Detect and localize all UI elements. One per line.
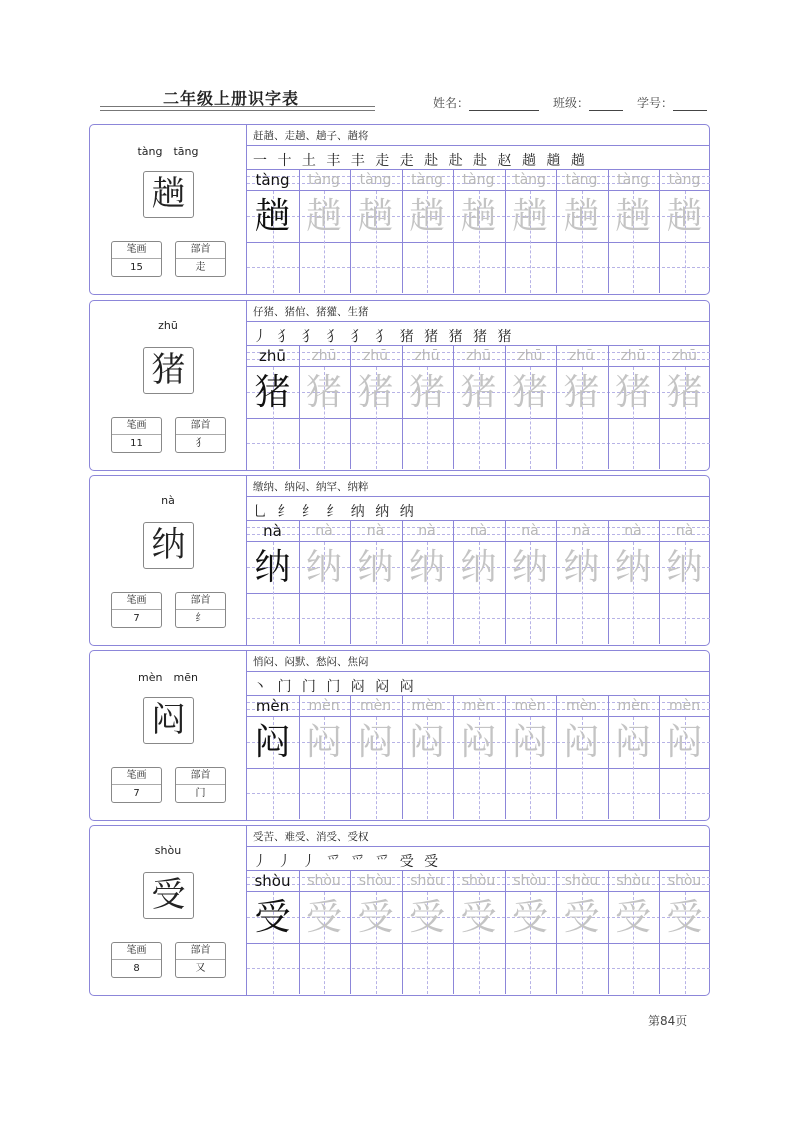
main-character: 闷 bbox=[143, 697, 194, 744]
trace-character[interactable]: 猪 bbox=[305, 372, 342, 413]
trace-character[interactable]: 受 bbox=[357, 897, 394, 938]
model-character: 纳 bbox=[254, 547, 291, 588]
radical-value: 走 bbox=[195, 262, 206, 273]
student-info bbox=[433, 94, 721, 111]
pinyin-cell: zhū bbox=[568, 348, 595, 364]
trace-character[interactable]: 猪 bbox=[357, 372, 394, 413]
pinyin-cell: mèn bbox=[514, 698, 546, 714]
pinyin-cell: shòu bbox=[564, 873, 599, 889]
model-character: 趟 bbox=[254, 196, 291, 237]
pinyin-cell: zhū bbox=[517, 348, 543, 364]
trace-character[interactable]: 受 bbox=[614, 897, 651, 938]
trace-character[interactable]: 受 bbox=[305, 897, 342, 938]
row-divider bbox=[247, 846, 710, 847]
stroke-count-value: 7 bbox=[133, 788, 140, 799]
pinyin-cell: nà bbox=[624, 523, 642, 539]
pinyin-cell: shòu bbox=[358, 873, 393, 889]
pinyin-cell: zhū bbox=[465, 348, 492, 364]
trace-character[interactable]: 趟 bbox=[614, 196, 651, 237]
model-character: 猪 bbox=[254, 372, 291, 413]
stroke-count-label: 笔画 bbox=[112, 768, 161, 785]
pinyin-cell: mèn bbox=[617, 698, 649, 714]
page-number: 第84页 bbox=[648, 1014, 688, 1028]
radical-label: 部首 bbox=[176, 242, 225, 259]
pinyin-cell: zhū bbox=[311, 348, 337, 364]
trace-character[interactable]: 趟 bbox=[563, 196, 600, 237]
trace-character[interactable]: 猪 bbox=[408, 372, 445, 413]
word-examples: 悄闷、闷默、愁闷、焦闷 bbox=[253, 656, 369, 668]
pinyin-cell: tàng bbox=[617, 172, 649, 188]
title-rule bbox=[100, 110, 375, 111]
stroke-count-value: 11 bbox=[130, 438, 143, 449]
pinyin-cell: nà bbox=[418, 523, 436, 539]
class-label: 班级： bbox=[553, 96, 590, 110]
pinyin-cell: zhū bbox=[362, 348, 389, 364]
pinyin-cell: mèn bbox=[565, 698, 598, 714]
pinyin-cell: tàng bbox=[462, 172, 495, 188]
pinyin-cell: tàng bbox=[411, 172, 443, 188]
trace-character[interactable]: 闷 bbox=[563, 722, 600, 763]
trace-character[interactable]: 纳 bbox=[563, 547, 600, 588]
pinyin-cell: mèn bbox=[462, 698, 495, 714]
trace-character[interactable]: 趟 bbox=[408, 196, 445, 237]
name-field[interactable] bbox=[469, 97, 539, 111]
trace-character[interactable]: 纳 bbox=[408, 547, 445, 588]
pinyin-cell: shòu bbox=[461, 873, 496, 889]
word-examples: 仔猪、猪倌、猪獾、生猪 bbox=[253, 306, 369, 318]
stroke-order: 丶 门 门 门 闷 闷 闷 bbox=[253, 679, 417, 695]
card-summary bbox=[90, 476, 247, 645]
pinyin-cell: shòu bbox=[410, 873, 444, 889]
character-card bbox=[89, 825, 710, 996]
trace-character[interactable]: 闷 bbox=[666, 722, 703, 763]
trace-character[interactable]: 闷 bbox=[614, 722, 651, 763]
pinyin-cell: mèn bbox=[411, 698, 443, 714]
trace-character[interactable]: 闷 bbox=[305, 722, 342, 763]
pinyin-cell: nà bbox=[675, 523, 694, 539]
character-card bbox=[89, 124, 710, 295]
trace-character[interactable]: 受 bbox=[460, 897, 497, 938]
trace-character[interactable]: 猪 bbox=[460, 372, 497, 413]
stroke-order: 丿 犭 犭 犭 犭 犭 猪 猪 猪 猪 猪 bbox=[253, 329, 515, 345]
trace-character[interactable]: 闷 bbox=[460, 722, 497, 763]
word-examples: 赶趟、走趟、趟子、趟将 bbox=[253, 130, 369, 142]
pinyin-cell: nà bbox=[366, 523, 385, 539]
pinyin-cell: mèn bbox=[255, 697, 290, 715]
stroke-count-box bbox=[111, 592, 162, 628]
trace-character[interactable]: 猪 bbox=[614, 372, 651, 413]
character-card bbox=[89, 650, 710, 821]
trace-character[interactable]: 闷 bbox=[357, 722, 394, 763]
pinyin-cell: tàng bbox=[308, 172, 340, 188]
trace-character[interactable]: 闷 bbox=[408, 722, 445, 763]
trace-character[interactable]: 受 bbox=[408, 897, 445, 938]
pinyin-cell: zhū bbox=[620, 348, 646, 364]
stroke-count-label: 笔画 bbox=[112, 242, 161, 259]
row-divider bbox=[247, 321, 710, 322]
trace-character[interactable]: 趟 bbox=[666, 196, 703, 237]
stroke-count-value: 8 bbox=[133, 963, 140, 974]
pinyin-cell: nà bbox=[469, 523, 488, 539]
trace-character[interactable]: 纳 bbox=[614, 547, 651, 588]
stroke-count-value: 15 bbox=[130, 262, 143, 273]
word-examples: 缴纳、纳闷、纳罕、纳粹 bbox=[253, 481, 369, 493]
pinyin-cell: mèn bbox=[668, 698, 701, 714]
pinyin-cell: zhū bbox=[414, 348, 440, 364]
word-examples: 受苦、难受、消受、受权 bbox=[253, 831, 369, 843]
stroke-count-value: 7 bbox=[133, 613, 140, 624]
name-label: 姓名： bbox=[433, 96, 470, 110]
trace-character[interactable]: 闷 bbox=[511, 722, 548, 763]
character-card bbox=[89, 475, 710, 646]
stroke-count-box bbox=[111, 241, 162, 277]
stroke-count-box bbox=[111, 767, 162, 803]
trace-character[interactable]: 猪 bbox=[511, 372, 548, 413]
pinyin-cell: tàng bbox=[668, 172, 701, 188]
radical-value: 门 bbox=[195, 788, 206, 799]
pinyin-label: shòu bbox=[154, 844, 182, 857]
radical-value: 纟 bbox=[195, 613, 206, 624]
radical-box bbox=[175, 942, 226, 978]
stroke-count-box bbox=[111, 417, 162, 453]
trace-character[interactable]: 趟 bbox=[460, 196, 497, 237]
pinyin-cell: tàng bbox=[359, 172, 392, 188]
radical-value: 又 bbox=[195, 963, 206, 974]
radical-value: 犭 bbox=[195, 438, 206, 449]
radical-label: 部首 bbox=[176, 418, 225, 435]
trace-character[interactable]: 纳 bbox=[357, 547, 394, 588]
radical-box bbox=[175, 241, 226, 277]
trace-character[interactable]: 纳 bbox=[305, 547, 342, 588]
card-summary bbox=[90, 651, 247, 820]
character-card bbox=[89, 300, 710, 471]
row-divider bbox=[247, 496, 710, 497]
model-character: 受 bbox=[254, 897, 291, 938]
radical-label: 部首 bbox=[176, 768, 225, 785]
stroke-order: 乚 纟 纟 纟 纳 纳 纳 bbox=[253, 504, 417, 520]
radical-box bbox=[175, 767, 226, 803]
trace-character[interactable]: 趟 bbox=[511, 196, 548, 237]
pinyin-cell: zhū bbox=[671, 348, 698, 364]
main-character: 受 bbox=[143, 872, 194, 919]
trace-character[interactable]: 受 bbox=[666, 897, 703, 938]
main-character: 纳 bbox=[143, 522, 194, 569]
trace-character[interactable]: 纳 bbox=[511, 547, 548, 588]
row-divider bbox=[247, 671, 710, 672]
trace-character[interactable]: 猪 bbox=[563, 372, 600, 413]
pinyin-cell: nà bbox=[263, 522, 282, 540]
pinyin-cell: shòu bbox=[307, 873, 341, 889]
pinyin-cell: zhū bbox=[259, 347, 286, 365]
pinyin-cell: tàng bbox=[255, 171, 290, 189]
model-character: 闷 bbox=[254, 722, 291, 763]
stroke-count-label: 笔画 bbox=[112, 593, 161, 610]
main-character: 猪 bbox=[143, 347, 194, 394]
page-title: 二年级上册识字表 bbox=[163, 89, 300, 108]
trace-character[interactable]: 猪 bbox=[666, 372, 703, 413]
pinyin-cell: mèn bbox=[359, 698, 392, 714]
pinyin-cell: shòu bbox=[513, 873, 547, 889]
card-summary bbox=[90, 125, 247, 294]
stroke-count-label: 笔画 bbox=[112, 943, 161, 960]
pinyin-label: nà bbox=[161, 494, 175, 507]
trace-character[interactable]: 纳 bbox=[666, 547, 703, 588]
pinyin-cell: nà bbox=[521, 523, 539, 539]
radical-box bbox=[175, 592, 226, 628]
stroke-order: 一 十 土 丰 丰 走 走 赴 赴 赴 赵 趟 趟 趟 bbox=[253, 153, 588, 169]
trace-character[interactable]: 趟 bbox=[305, 196, 342, 237]
trace-character[interactable]: 纳 bbox=[460, 547, 497, 588]
number-field[interactable] bbox=[673, 97, 707, 111]
card-summary bbox=[90, 301, 247, 470]
radical-box bbox=[175, 417, 226, 453]
radical-label: 部首 bbox=[176, 593, 225, 610]
pinyin-cell: nà bbox=[572, 523, 591, 539]
trace-character[interactable]: 趟 bbox=[357, 196, 394, 237]
pinyin-cell: tàng bbox=[565, 172, 598, 188]
pinyin-label: tàng tāng bbox=[137, 145, 199, 158]
pinyin-cell: tàng bbox=[514, 172, 546, 188]
class-field[interactable] bbox=[589, 97, 623, 111]
trace-character[interactable]: 受 bbox=[563, 897, 600, 938]
card-summary bbox=[90, 826, 247, 995]
stroke-count-box bbox=[111, 942, 162, 978]
pinyin-label: zhū bbox=[158, 319, 178, 332]
radical-label: 部首 bbox=[176, 943, 225, 960]
pinyin-cell: shòu bbox=[616, 873, 650, 889]
main-character: 趟 bbox=[143, 171, 194, 218]
pinyin-cell: nà bbox=[315, 523, 333, 539]
stroke-count-label: 笔画 bbox=[112, 418, 161, 435]
trace-character[interactable]: 受 bbox=[511, 897, 548, 938]
pinyin-label: mèn mēn bbox=[138, 671, 198, 684]
title-rule bbox=[100, 106, 375, 107]
stroke-order: 丿 丿 丿 爫 爫 爫 受 受 bbox=[253, 854, 442, 870]
pinyin-cell: mèn bbox=[308, 698, 340, 714]
row-divider bbox=[247, 145, 710, 146]
pinyin-cell: shòu bbox=[254, 872, 291, 890]
number-label: 学号： bbox=[637, 96, 674, 110]
pinyin-cell: shòu bbox=[667, 873, 702, 889]
